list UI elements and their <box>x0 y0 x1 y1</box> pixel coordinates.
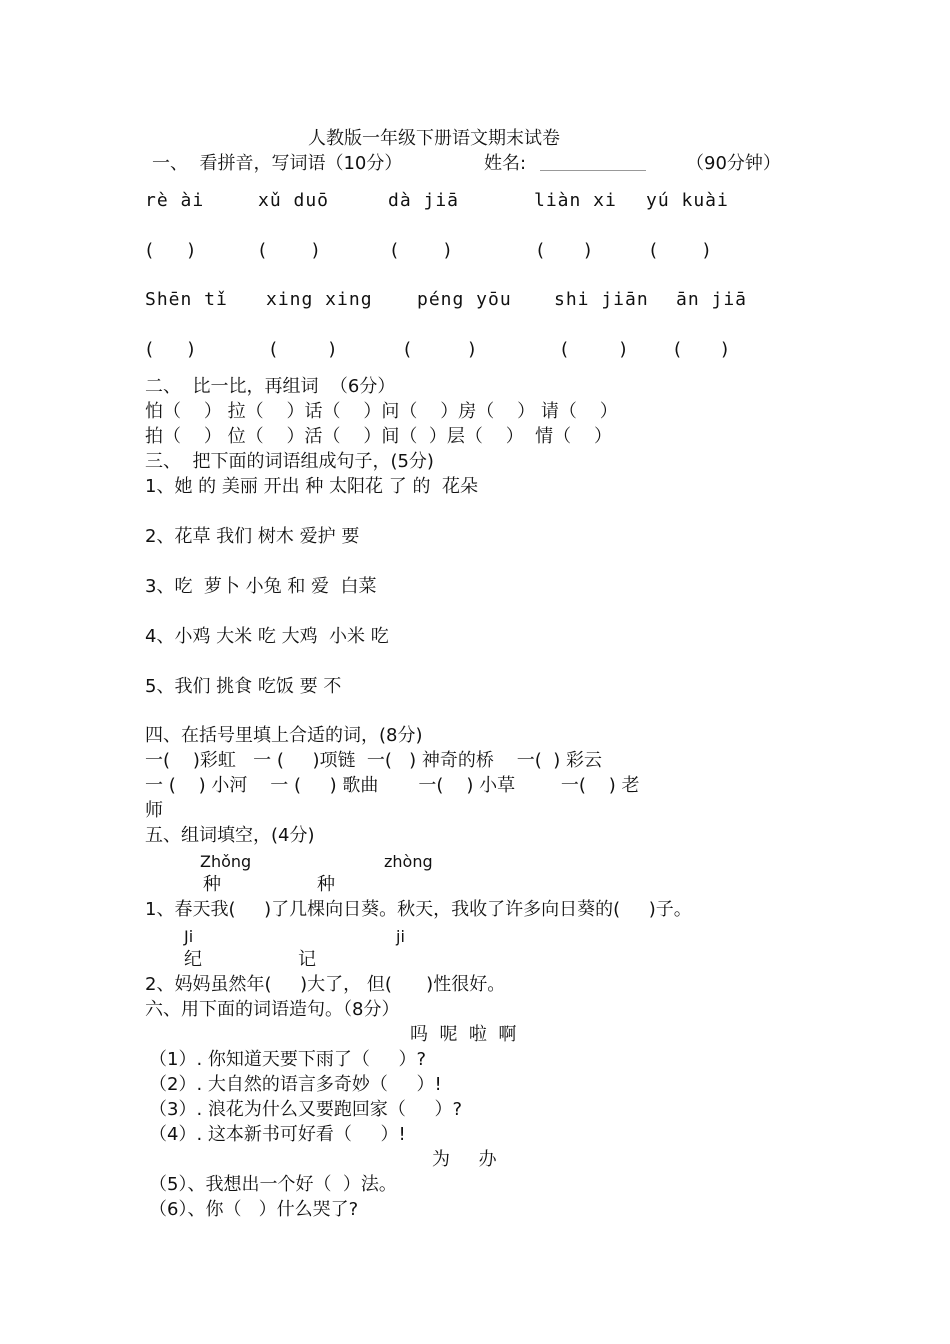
section-3-item-5: 5、我们 挑食 吃饭 要 不 <box>145 676 342 697</box>
answer-blank-1-3[interactable]: ( ) <box>391 240 451 261</box>
char-zhong-a: 种 <box>203 874 221 895</box>
section-4-row-2[interactable]: 一 ( ) 小河 一 ( ) 歌曲 一( ) 小草 一( ) 老 <box>145 775 640 796</box>
answer-blank-1-1[interactable]: ( ) <box>146 240 195 261</box>
pinyin-2-4: shi jiān <box>554 289 649 310</box>
pinyin-1-3: dà jiā <box>388 190 460 211</box>
answer-blank-2-2[interactable]: ( ) <box>270 339 336 360</box>
answer-blank-1-2[interactable]: ( ) <box>259 240 319 261</box>
section-3-item-1: 1、她 的 美丽 开出 种 太阳花 了 的 花朵 <box>145 476 478 497</box>
pinyin-1-5: yú kuài <box>646 190 729 211</box>
section-6-word-bank-1: 吗 呢 啦 啊 <box>410 1024 517 1045</box>
section-6-question-6[interactable]: （6）、你（ ）什么哭了? <box>149 1199 359 1220</box>
pinyin-2-2: xing xing <box>266 289 373 310</box>
pinyin-ji-a: Ji <box>184 927 194 946</box>
name-underline[interactable] <box>540 170 646 171</box>
section-6-question-4[interactable]: （4）. 这本新书可好看（ ）! <box>149 1124 406 1145</box>
pinyin-zhong-4: zhòng <box>384 852 433 871</box>
section-2-heading: 二、 比一比，再组词 （6分） <box>145 376 396 397</box>
time-label: （90分钟） <box>686 153 781 174</box>
answer-blank-2-3[interactable]: ( ) <box>404 339 476 360</box>
section-3-item-4: 4、小鸡 大米 吃 大鸡 小米 吃 <box>145 626 389 647</box>
section-5-question-1[interactable]: 1、春天我( )了几棵向日葵。秋天，我收了许多向日葵的( )子。 <box>145 899 692 920</box>
answer-blank-2-1[interactable]: ( ) <box>146 339 195 360</box>
section-6-word-bank-2: 为 办 <box>432 1149 497 1170</box>
section-6-question-3[interactable]: （3）. 浪花为什么又要跑回家（ ）? <box>149 1099 463 1120</box>
section-6-question-5[interactable]: （5）、我想出一个好（ ）法。 <box>149 1174 397 1195</box>
char-ji-a: 纪 <box>184 949 202 970</box>
exam-title: 人教版一年级下册语文期末试卷 <box>308 128 560 149</box>
pinyin-1-2: xǔ duō <box>258 190 330 211</box>
section-2-row-2[interactable]: 拍（ ） 位（ ）活（ ）间（ ）层（ ） 情（ ） <box>145 426 613 447</box>
section-6-question-1[interactable]: （1）. 你知道天要下雨了（ ）? <box>149 1049 427 1070</box>
section-3-heading: 三、 把下面的词语组成句子，(5分) <box>145 451 434 472</box>
pinyin-ji-b: ji <box>396 927 405 946</box>
answer-blank-2-4[interactable]: ( ) <box>561 339 627 360</box>
answer-blank-1-5[interactable]: ( ) <box>650 240 710 261</box>
pinyin-2-1: Shēn tǐ <box>145 289 228 310</box>
pinyin-1-4: liàn xi <box>534 190 617 211</box>
name-label: 姓名: <box>484 153 527 174</box>
pinyin-2-3: péng yōu <box>417 289 512 310</box>
section-3-item-2: 2、花草 我们 树木 爱护 要 <box>145 526 360 547</box>
section-1-heading: 一、 看拼音，写词语（10分） <box>152 153 403 174</box>
section-4-row-1[interactable]: 一( )彩虹 一 ( )项链 一( ) 神奇的桥 一( ) 彩云 <box>145 750 602 771</box>
char-ji-b: 记 <box>298 949 316 970</box>
section-3-item-3: 3、吃 萝卜 小兔 和 爱 白菜 <box>145 576 377 597</box>
section-2-row-1[interactable]: 怕（ ） 拉（ ）话（ ）问（ ）房（ ） 请（ ） <box>145 401 618 422</box>
section-4-heading: 四、在括号里填上合适的词，(8分) <box>145 725 423 746</box>
section-6-heading: 六、用下面的词语造句。（8分） <box>145 999 400 1020</box>
pinyin-1-1: rè ài <box>145 190 205 211</box>
section-6-question-2[interactable]: （2）. 大自然的语言多奇妙（ ）! <box>149 1074 442 1095</box>
answer-blank-2-5[interactable]: ( ) <box>674 339 729 360</box>
answer-blank-1-4[interactable]: ( ) <box>537 240 592 261</box>
section-5-question-2[interactable]: 2、妈妈虽然年( )大了， 但( )性很好。 <box>145 974 506 995</box>
pinyin-2-5: ān jiā <box>676 289 748 310</box>
section-5-heading: 五、组词填空，(4分) <box>145 825 315 846</box>
pinyin-zhong-3: Zhǒng <box>200 852 252 871</box>
char-zhong-b: 种 <box>317 874 335 895</box>
section-4-row-3: 师 <box>145 800 163 821</box>
